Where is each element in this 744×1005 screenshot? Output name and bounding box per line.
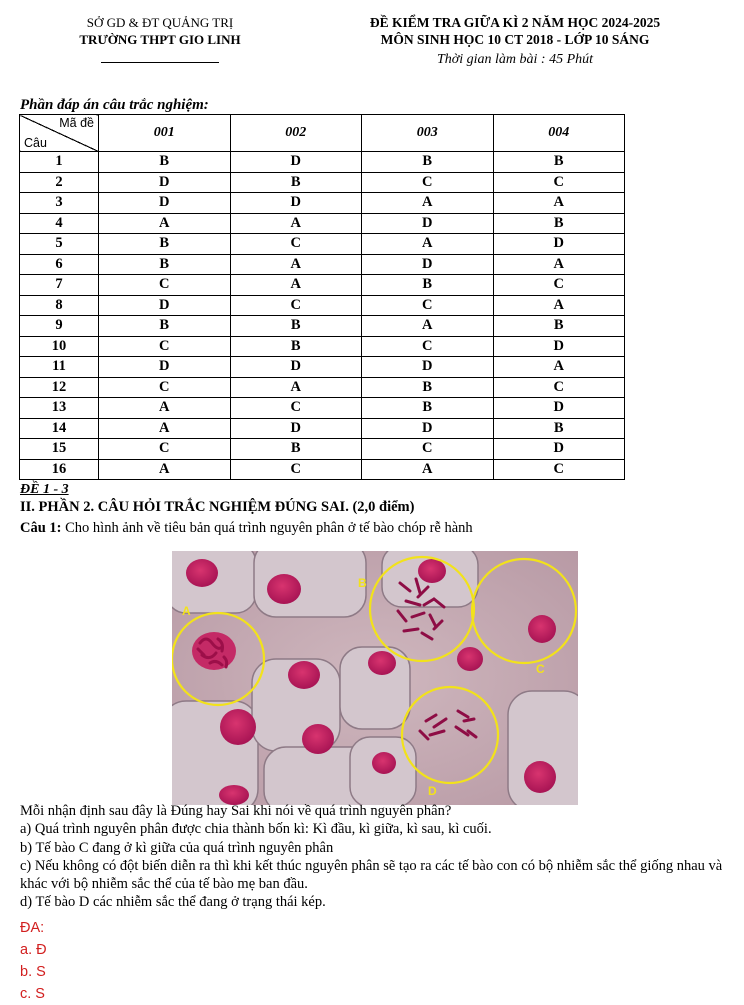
answer-cell: D (99, 193, 231, 214)
answer-cell: C (99, 336, 231, 357)
question-1 (20, 519, 473, 537)
answer-cell: B (493, 418, 625, 439)
question-number-cell: 2 (20, 172, 99, 193)
answer-cell: A (230, 377, 362, 398)
question-number-cell: 15 (20, 439, 99, 460)
answer-cell: C (99, 275, 231, 296)
question-number-cell: 11 (20, 357, 99, 378)
answer-cell: D (230, 357, 362, 378)
code-header: 002 (230, 115, 362, 152)
answer-cell: B (230, 316, 362, 337)
answer-cell: A (99, 418, 231, 439)
answer-cell: D (493, 234, 625, 255)
school-header (40, 14, 280, 63)
table-row (20, 234, 625, 255)
exam-title: ĐỀ KIỂM TRA GIỮA KÌ 2 NĂM HỌC 2024-2025 (369, 15, 661, 30)
answer-cell: A (99, 213, 231, 234)
answer-cell: B (362, 275, 494, 296)
statement-b: b) Tế bào C đang ở kì giữa của quá trình nguyên phân (20, 839, 334, 856)
table-row (20, 357, 625, 378)
table-row (20, 418, 625, 439)
answer-cell: B (362, 377, 494, 398)
answer-cell: C (230, 398, 362, 419)
table-header-row (20, 115, 625, 152)
question-number-cell: 9 (20, 316, 99, 337)
school-name: TRƯỜNG THPT GIO LINH (79, 32, 241, 47)
answer-cell: B (362, 152, 494, 173)
corner-bottom-label: Câu (24, 136, 47, 150)
question-number-cell: 10 (20, 336, 99, 357)
table-row (20, 439, 625, 460)
answer-heading: ĐA: (20, 920, 45, 936)
table-row (20, 316, 625, 337)
answer-cell: B (493, 152, 625, 173)
answer-cell: D (362, 357, 494, 378)
corner-top-label: Mã đề (59, 116, 94, 130)
statement-d: d) Tế bào D các nhiễm sắc thể đang ở trạng thái kép. (20, 894, 326, 911)
table-row (20, 336, 625, 357)
section-title: Phần đáp án câu trắc nghiệm: (20, 97, 209, 113)
figure-label-d: D (428, 784, 437, 798)
table-row (20, 254, 625, 275)
answer-cell: D (99, 357, 231, 378)
table-row (20, 377, 625, 398)
answer-cell: D (362, 213, 494, 234)
answer-cell: A (230, 254, 362, 275)
answer-cell: C (230, 295, 362, 316)
statement-c: c) Nếu không có đột biến diễn ra thì khi kết thúc nguyên phân sẽ tạo ra các tế bào con có bộ nhiễm sắc thể giống nhau và khác với bộ nhiễm sắc thể của tế bào mẹ ban đầu. (20, 857, 723, 893)
question-label: Câu 1: (20, 520, 62, 536)
answer-cell: B (230, 172, 362, 193)
code-header: 001 (99, 115, 231, 152)
part2-title: II. PHẦN 2. CÂU HỎI TRẮC NGHIỆM ĐÚNG SAI. (2,0 điểm) (20, 499, 415, 515)
answer-cell: D (230, 418, 362, 439)
answer-cell: D (99, 172, 231, 193)
answer-cell: C (362, 295, 494, 316)
answer-cell: B (99, 152, 231, 173)
answer-cell: A (362, 234, 494, 255)
answer-cell: B (99, 316, 231, 337)
answer-cell: C (230, 234, 362, 255)
answer-cell: B (493, 316, 625, 337)
table-row (20, 398, 625, 419)
code-header: 003 (362, 115, 494, 152)
table-row (20, 172, 625, 193)
question-number-cell: 8 (20, 295, 99, 316)
department-name: SỞ GD & ĐT QUẢNG TRỊ (86, 15, 234, 30)
table-row (20, 152, 625, 173)
answer-cell: C (493, 172, 625, 193)
exam-header (300, 14, 730, 68)
answer-cell: D (230, 152, 362, 173)
answer-cell: B (230, 439, 362, 460)
answer-cell: D (362, 254, 494, 275)
statements (20, 802, 736, 912)
cell-a-chromatin (192, 632, 236, 670)
answer-cell: B (99, 254, 231, 275)
answer-cell: B (99, 234, 231, 255)
exam-duration: Thời gian làm bài : 45 Phút (436, 52, 594, 67)
answer-cell: C (493, 459, 625, 480)
table-row (20, 275, 625, 296)
answer-cell: B (230, 336, 362, 357)
figure-label-b: B (358, 576, 367, 590)
answer-cell: A (99, 398, 231, 419)
answer-cell: D (493, 439, 625, 460)
question-number-cell: 6 (20, 254, 99, 275)
exam-subject: MÔN SINH HỌC 10 CT 2018 - LỚP 10 SÁNG (380, 32, 650, 47)
answer-cell: B (362, 398, 494, 419)
answer-cell: C (362, 336, 494, 357)
table-row (20, 459, 625, 480)
answer-cell: C (493, 377, 625, 398)
answer-cell: A (230, 275, 362, 296)
question-number-cell: 5 (20, 234, 99, 255)
answer-cell: C (230, 459, 362, 480)
table-row (20, 193, 625, 214)
mitosis-micrograph (172, 551, 578, 805)
answer-cell: A (493, 295, 625, 316)
answer-cell: A (493, 193, 625, 214)
answer-cell: D (230, 193, 362, 214)
answer-cell: C (493, 275, 625, 296)
question-number-cell: 14 (20, 418, 99, 439)
question-number-cell: 4 (20, 213, 99, 234)
table-row (20, 213, 625, 234)
statement-intro: Mỗi nhận định sau đây là Đúng hay Sai khi nói về quá trình nguyên phân? (20, 803, 452, 819)
table-row (20, 295, 625, 316)
question-number-cell: 13 (20, 398, 99, 419)
statement-a: a) Quá trình nguyên phân được chia thành bốn kì: Kì đầu, kì giữa, kì sau, kì cuối. (20, 821, 492, 838)
answer-cell: C (362, 172, 494, 193)
answer-cell: A (362, 459, 494, 480)
answer-cell: C (99, 377, 231, 398)
answer-cell: D (99, 295, 231, 316)
answer-cell: A (362, 193, 494, 214)
question-number-cell: 16 (20, 459, 99, 480)
answer-block (20, 917, 47, 1005)
answer-cell: D (493, 336, 625, 357)
answer-cell: B (493, 213, 625, 234)
answer-b: b. S (20, 964, 46, 980)
answer-cell: D (493, 398, 625, 419)
answer-cell: C (99, 439, 231, 460)
answer-cell: A (493, 357, 625, 378)
answer-cell: C (362, 439, 494, 460)
answer-c: c. S (20, 986, 45, 1002)
figure-label-c: C (536, 662, 545, 676)
answer-cell: A (230, 213, 362, 234)
answer-cell: D (362, 418, 494, 439)
question-number-cell: 3 (20, 193, 99, 214)
question-number-cell: 7 (20, 275, 99, 296)
answer-cell: A (362, 316, 494, 337)
code-header: 004 (493, 115, 625, 152)
header-divider (101, 62, 219, 63)
exam-version-label: ĐỀ 1 - 3 (20, 482, 69, 497)
table-corner-cell (20, 115, 99, 152)
answer-cell: A (99, 459, 231, 480)
figure-label-a: A (182, 604, 191, 618)
answer-key-table (19, 114, 625, 480)
answer-a: a. Đ (20, 942, 47, 958)
question-number-cell: 1 (20, 152, 99, 173)
answer-cell: A (493, 254, 625, 275)
question-text: Cho hình ảnh về tiêu bản quá trình nguyên phân ở tế bào chóp rễ hành (61, 520, 473, 536)
question-number-cell: 12 (20, 377, 99, 398)
